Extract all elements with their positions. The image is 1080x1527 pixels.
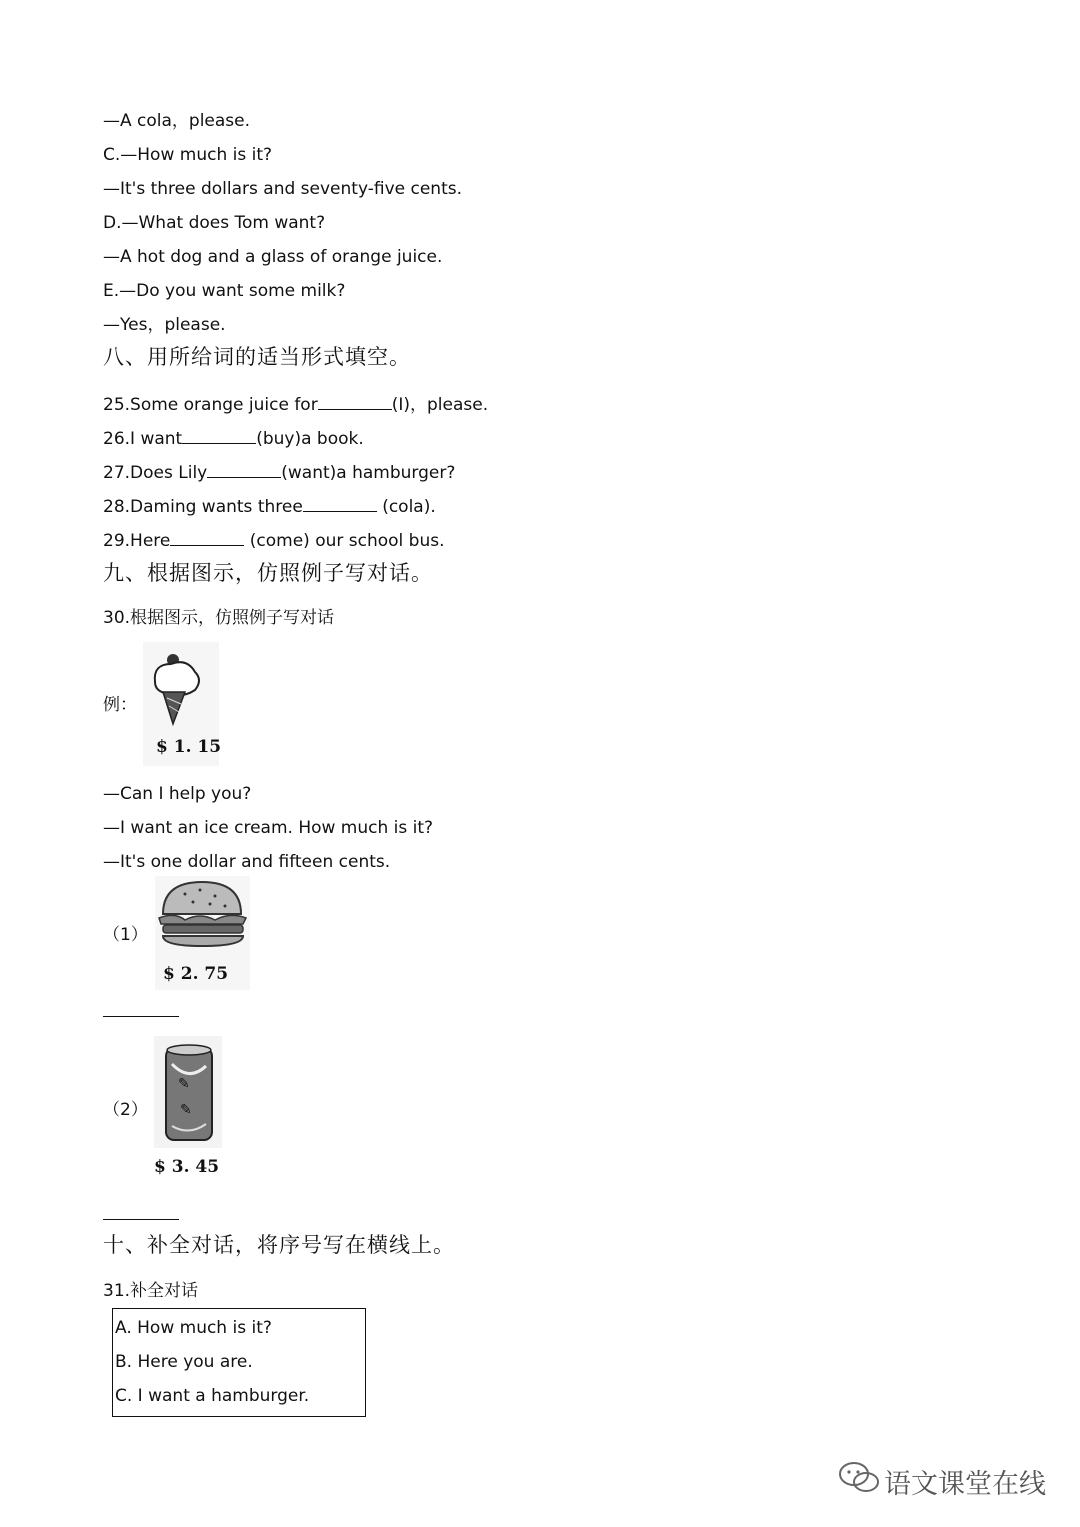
answer-blank[interactable] [303, 495, 377, 512]
question-hint: (want)a hamburger? [281, 463, 456, 483]
question-28 [103, 495, 436, 518]
answer-blank[interactable] [318, 393, 392, 410]
hamburger-icon [155, 876, 250, 956]
question-text: 27.Does Lily [103, 463, 208, 483]
item-2-label: （2） [103, 1100, 148, 1120]
question-text: 26.I want [103, 429, 183, 449]
dialog-line: —Yes，please. [103, 315, 226, 335]
question-text: 28.Daming wants three [103, 497, 303, 517]
section-9-title: 九、根据图示，仿照例子写对话。 [103, 561, 433, 585]
question-31: 31.补全对话 [103, 1281, 199, 1301]
hamburger-image [155, 876, 250, 990]
dialog-line: D.—What does Tom want? [103, 213, 326, 233]
answer-blank[interactable] [182, 427, 256, 444]
question-hint: (I)，please. [391, 395, 489, 415]
option-b: B. Here you are. [115, 1352, 253, 1372]
section-10-title: 十、补全对话，将序号写在横线上。 [103, 1233, 455, 1257]
dialog-line: C.—How much is it? [103, 145, 273, 165]
example-dialog-line: —I want an ice cream. How much is it? [103, 818, 434, 838]
question-27 [103, 461, 455, 484]
answer-line-2[interactable] [103, 1219, 179, 1220]
cola-can-image [154, 1036, 222, 1148]
question-30: 30.根据图示，仿照例子写对话 [103, 608, 335, 628]
question-29 [103, 529, 445, 552]
dialog-line: —A cola，please. [103, 111, 251, 131]
dialog-line: E.—Do you want some milk? [103, 281, 346, 301]
item-1-price: $ 2. 75 [163, 964, 229, 984]
question-hint: (buy)a book. [256, 429, 364, 449]
svg-text:✎: ✎ [178, 1076, 190, 1092]
question-text: 25.Some orange juice for [103, 395, 318, 415]
question-26 [103, 427, 364, 450]
wechat-icon [838, 1460, 880, 1496]
question-text: 29.Here [103, 531, 171, 551]
question-hint: (come) our school bus. [244, 531, 445, 551]
cola-can-icon [154, 1036, 222, 1148]
answer-line-1[interactable] [103, 1016, 179, 1017]
dialog-line: —A hot dog and a glass of orange juice. [103, 247, 443, 267]
dialog-line: —It's three dollars and seventy-five cents. [103, 179, 462, 199]
question-hint: (cola). [376, 497, 436, 517]
answer-blank[interactable] [207, 461, 281, 478]
example-dialog-line: —It's one dollar and fifteen cents. [103, 852, 391, 872]
question-25 [103, 393, 488, 416]
options-box [112, 1308, 366, 1417]
example-price: $ 1. 15 [156, 737, 222, 757]
section-8-title: 八、用所给词的适当形式填空。 [103, 345, 411, 369]
item-2-price: $ 3. 45 [154, 1157, 220, 1177]
example-dialog-line: —Can I help you? [103, 784, 252, 804]
example-label: 例： [103, 695, 137, 715]
item-1-label: （1） [103, 925, 148, 945]
answer-blank[interactable] [170, 529, 244, 546]
option-c: C. I want a hamburger. [115, 1386, 310, 1406]
ice-cream-image [143, 642, 222, 766]
svg-text:✎: ✎ [180, 1102, 192, 1118]
watermark-text: 语文课堂在线 [884, 1469, 1046, 1500]
option-a: A. How much is it? [115, 1318, 272, 1338]
